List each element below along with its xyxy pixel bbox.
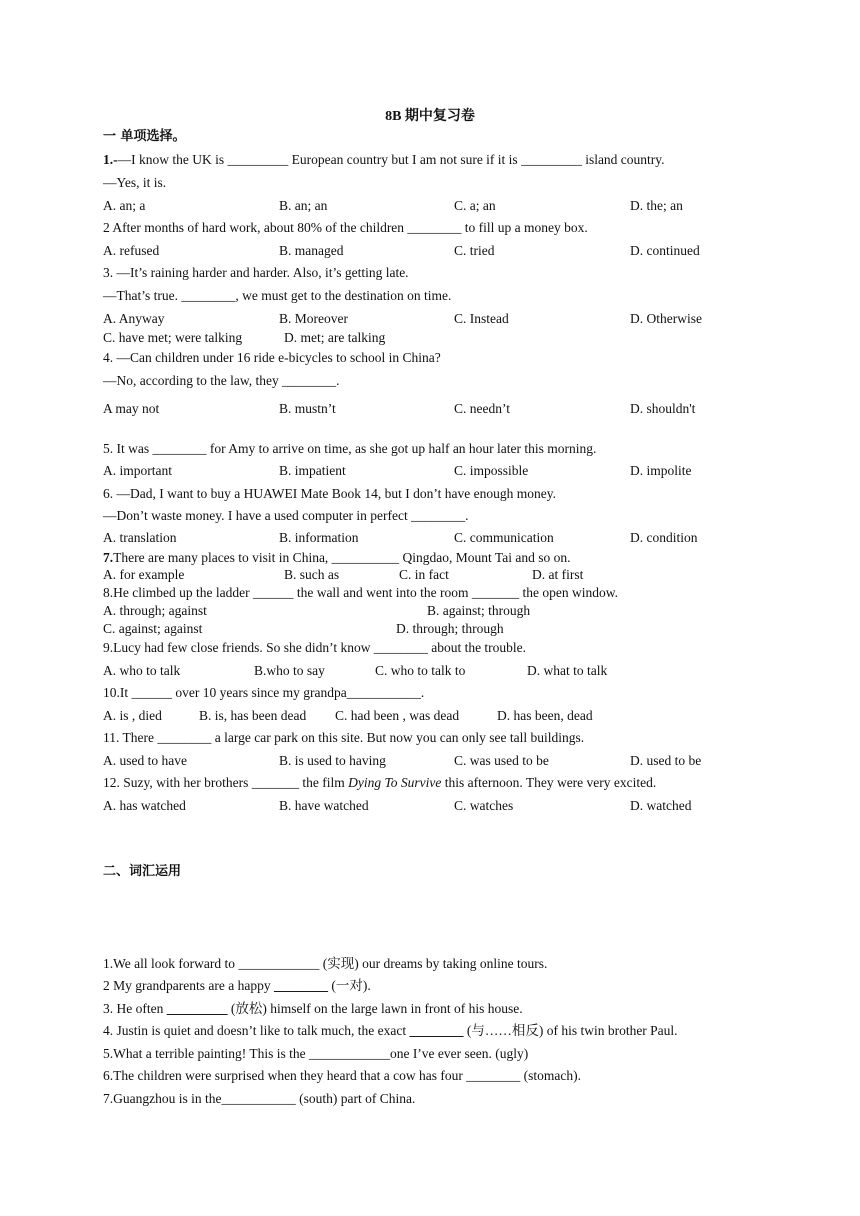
option-a: A. used to have <box>103 753 187 768</box>
question-11-options <box>103 753 763 769</box>
option-a: A. an; a <box>103 198 146 213</box>
question-7-options <box>103 567 763 583</box>
option-b: B. mustn’t <box>279 401 336 416</box>
option-b: B. is, has been dead <box>199 708 307 723</box>
question-11: 11. There ________ a large car park on this site. But now you can only see tall buildings. <box>103 730 585 745</box>
section-1-heading: 一 单项选择。 <box>103 129 186 144</box>
question-9-options <box>103 663 763 679</box>
question-10-options <box>103 708 763 724</box>
question-10: 10.It ______ over 10 years since my grandpa___________. <box>103 685 425 700</box>
option-b: B. impatient <box>279 463 346 478</box>
question-8-options-row-1 <box>103 603 763 619</box>
option-a: A. is , died <box>103 708 162 723</box>
option-b: B.who to say <box>254 663 325 678</box>
vocab-item-2: 2 My grandparents are a happy ________ (一对). <box>103 978 371 993</box>
question-1-answer-line: —Yes, it is. <box>103 175 167 190</box>
vocab-item-7: 7.Guangzhou is in the___________ (south) part of China. <box>103 1091 416 1106</box>
question-6: 6. —Dad, I want to buy a HUAWEI Mate Book 14, but I don’t have enough money. <box>103 486 556 501</box>
film-title: Dying To Survive <box>348 775 442 790</box>
question-6-options <box>103 530 763 546</box>
option-a: A. translation <box>103 530 177 545</box>
option-c: C. a; an <box>454 198 496 213</box>
option-a: A. through; against <box>103 603 207 618</box>
question-2-options <box>103 243 763 259</box>
question-4: 4. —Can children under 16 ride e-bicycles to school in China? <box>103 350 441 365</box>
option-a: A. who to talk <box>103 663 181 678</box>
option-b: B. such as <box>284 567 340 582</box>
option-c: C. watches <box>454 798 514 813</box>
vocab-item-4: 4. Justin is quiet and doesn’t like to talk much, the exact ________ (与……相反) of his twin brother Paul. <box>103 1023 678 1038</box>
question-12: 12. Suzy, with her brothers _______ the film Dying To Survive this afternoon. They were very excited. <box>103 775 657 790</box>
option-c: C. have met; were talking <box>103 330 243 345</box>
question-7: 7.There are many places to visit in China, __________ Qingdao, Mount Tai and so on. <box>103 550 571 565</box>
option-b: B. information <box>279 530 359 545</box>
option-a: A. for example <box>103 567 185 582</box>
question-3: 3. —It’s raining harder and harder. Also, it’s getting late. <box>103 265 409 280</box>
option-d: D. at first <box>532 567 584 582</box>
option-d: D. has been, dead <box>497 708 593 723</box>
option-c: C. tried <box>454 243 495 258</box>
option-b: B. against; through <box>427 603 531 618</box>
option-d: D. continued <box>630 243 700 258</box>
vocab-item-3: 3. He often _________ (放松) himself on the large lawn in front of his house. <box>103 1001 523 1016</box>
option-d: D. used to be <box>630 753 702 768</box>
question-9: 9.Lucy had few close friends. So she didn’t know ________ about the trouble. <box>103 640 527 655</box>
option-d: D. shouldn't <box>630 401 696 416</box>
vocab-item-6: 6.The children were surprised when they heard that a cow has four ________ (stomach). <box>103 1068 581 1083</box>
question-3-extra-options <box>103 330 763 346</box>
option-b: B. an; an <box>279 198 328 213</box>
question-4-options <box>103 401 763 417</box>
option-c: C. needn’t <box>454 401 510 416</box>
question-1: 1.-—I know the UK is _________ European country but I am not sure if it is _________ island country. <box>103 152 665 167</box>
option-d: D. through; through <box>396 621 504 636</box>
vocab-item-5: 5.What a terrible painting! This is the ____________one I’ve ever seen. (ugly) <box>103 1046 529 1061</box>
option-a: A may not <box>103 401 160 416</box>
option-c: C. was used to be <box>454 753 549 768</box>
question-5: 5. It was ________ for Amy to arrive on time, as she got up half an hour later this morning. <box>103 441 597 456</box>
question-8: 8.He climbed up the ladder ______ the wall and went into the room _______ the open window. <box>103 585 619 600</box>
option-c: C. impossible <box>454 463 529 478</box>
question-12-options <box>103 798 763 814</box>
option-c: C. communication <box>454 530 554 545</box>
option-d: D. watched <box>630 798 692 813</box>
option-b: B. Moreover <box>279 311 348 326</box>
option-d: D. met; are talking <box>284 330 386 345</box>
section-2-heading: 二、词汇运用 <box>103 864 182 879</box>
option-c: C. who to talk to <box>375 663 466 678</box>
question-2: 2 After months of hard work, about 80% of the children ________ to fill up a money box. <box>103 220 588 235</box>
option-d: D. what to talk <box>527 663 608 678</box>
option-c: C. in fact <box>399 567 449 582</box>
option-a: A. important <box>103 463 172 478</box>
option-a: A. refused <box>103 243 160 258</box>
question-4-answer-line: —No, according to the law, they ________. <box>103 373 340 388</box>
question-3-options <box>103 311 763 327</box>
page-title: 8B 期中复习卷 <box>385 109 475 124</box>
question-8-options-row-2 <box>103 621 763 637</box>
option-d: D. impolite <box>630 463 692 478</box>
option-c: C. Instead <box>454 311 509 326</box>
question-3-answer-line: —That’s true. ________, we must get to the destination on time. <box>103 288 452 303</box>
vocab-item-1: 1.We all look forward to ____________ (实现) our dreams by taking online tours. <box>103 956 548 971</box>
option-b: B. is used to having <box>279 753 386 768</box>
option-a: A. has watched <box>103 798 186 813</box>
question-6-answer-line: —Don’t waste money. I have a used computer in perfect ________. <box>103 508 469 523</box>
option-a: A. Anyway <box>103 311 165 326</box>
option-c: C. had been , was dead <box>335 708 460 723</box>
question-5-options <box>103 463 763 479</box>
option-b: B. have watched <box>279 798 369 813</box>
question-1-options <box>103 198 763 214</box>
option-c: C. against; against <box>103 621 203 636</box>
option-d: D. the; an <box>630 198 683 213</box>
option-d: D. Otherwise <box>630 311 702 326</box>
option-d: D. condition <box>630 530 698 545</box>
option-b: B. managed <box>279 243 344 258</box>
